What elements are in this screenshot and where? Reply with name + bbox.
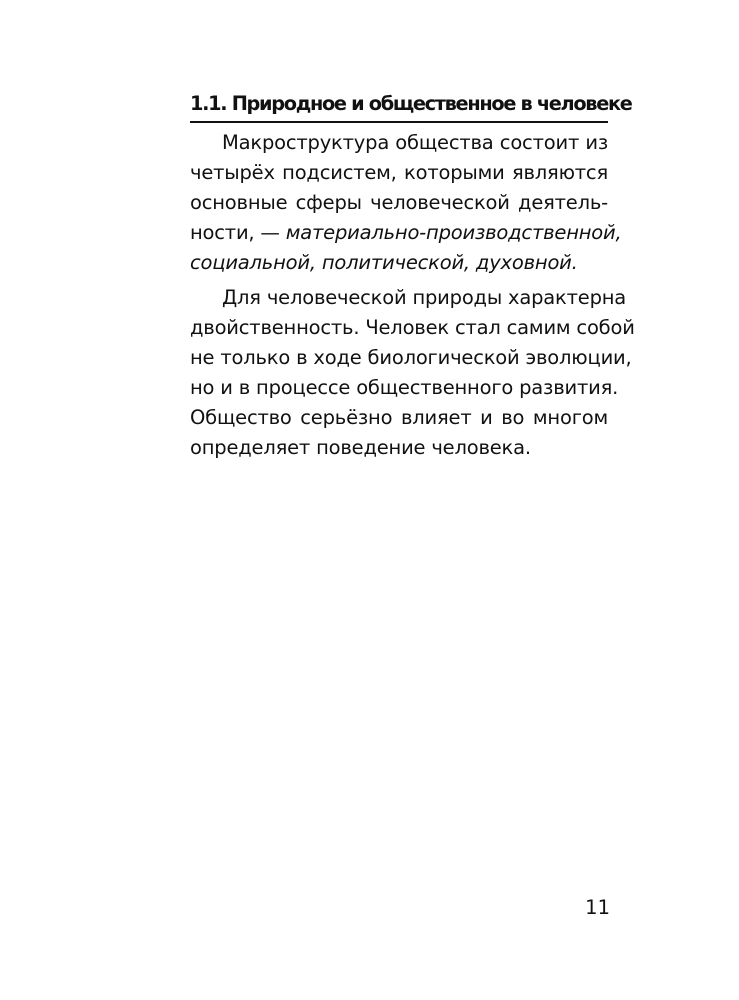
- paragraph-1: [190, 128, 622, 278]
- paragraph-2-line-4: но и в процессе общественного развития.: [190, 376, 619, 399]
- paragraph-1-line-4-italic: материально-производственной,: [285, 221, 622, 244]
- paragraph-1-line-4-lead: ности, —: [190, 221, 280, 244]
- section-heading: 1.1. Природное и общественное в человеке: [190, 92, 632, 115]
- paragraph-1-line-2: четырёх подсистем, которыми являются: [190, 161, 608, 184]
- page-number: 11: [585, 896, 610, 919]
- heading-underline: [190, 121, 608, 123]
- paragraph-1-line-5: социальной, политической, духовной.: [190, 251, 578, 274]
- paragraph-2-line-5: Общество серьёзно влияет и во многом: [190, 406, 608, 429]
- paragraph-2-line-2: двойственность. Человек стал самим собой: [190, 316, 635, 339]
- paragraph-1-line-4: [190, 218, 622, 248]
- paragraph-2-line-6: определяет поведение человека.: [190, 436, 531, 459]
- paragraph-2: [190, 283, 635, 463]
- paragraph-1-line-1: Макроструктура общества состоит из: [222, 131, 608, 154]
- paragraph-2-line-1: Для человеческой природы характерна: [222, 286, 627, 309]
- paragraph-1-line-3: основные сферы человеческой деятель-: [190, 191, 608, 214]
- paragraph-2-line-3: не только в ходе биологической эволюции,: [190, 346, 632, 369]
